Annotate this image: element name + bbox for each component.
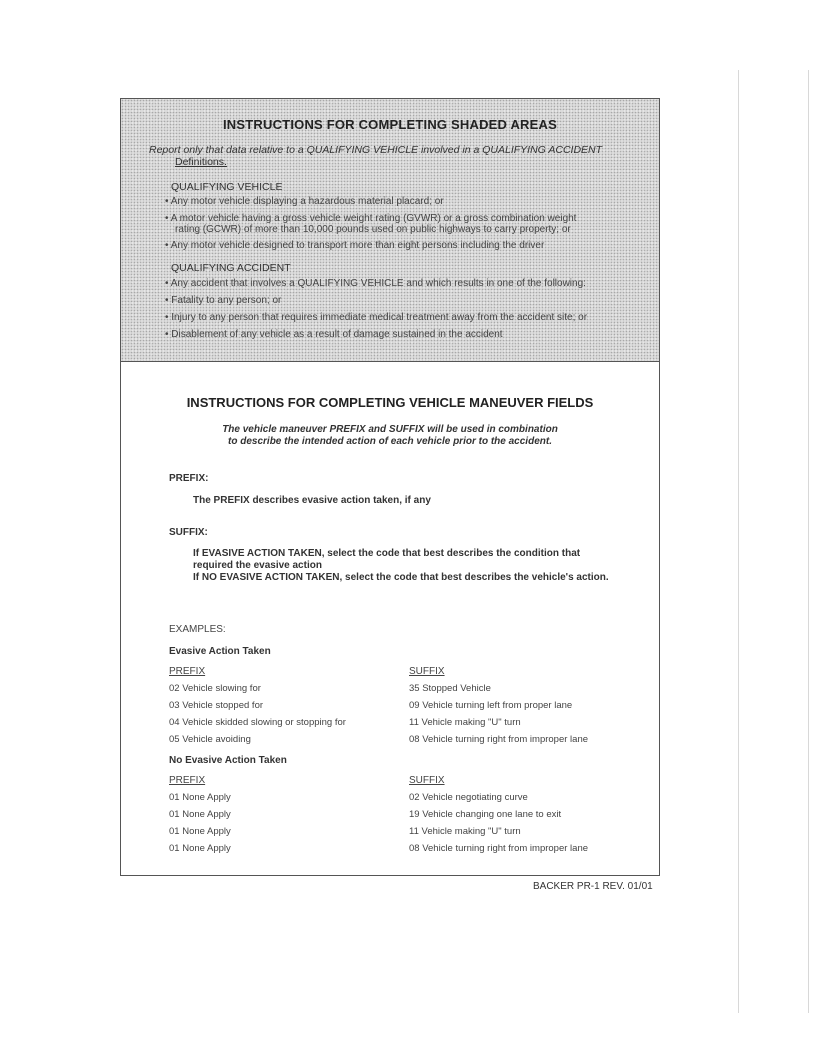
suffix-example: 11 Vehicle making "U" turn — [409, 717, 521, 728]
maneuver-section-title: INSTRUCTIONS FOR COMPLETING VEHICLE MANEUVER FIELDS — [186, 395, 594, 410]
suffix-line: If NO EVASIVE ACTION TAKEN, select the code that best describes the vehicle's action. — [193, 572, 609, 583]
accident-item: • Injury to any person that requires immediate medical treatment away from the accident site; or — [165, 312, 588, 323]
prefix-example: 01 None Apply — [169, 826, 231, 837]
prefix-column-header: PREFIX — [169, 775, 206, 786]
revision-footer: BACKER PR-1 REV. 01/01 — [533, 881, 653, 892]
accident-item: • Fatality to any person; or — [165, 295, 282, 306]
prefix-description: The PREFIX describes evasive action taken, if any — [193, 495, 431, 506]
qualifying-accident-heading: QUALIFYING ACCIDENT — [171, 262, 291, 274]
scan-edge-line — [738, 70, 739, 1013]
report-instruction — [149, 144, 644, 168]
suffix-column-header: SUFFIX — [409, 666, 445, 677]
suffix-example: 11 Vehicle making "U" turn — [409, 826, 521, 837]
prefix-example: 01 None Apply — [169, 792, 231, 803]
suffix-example: 19 Vehicle changing one lane to exit — [409, 809, 562, 820]
suffix-column-header: SUFFIX — [409, 775, 445, 786]
prefix-example: 01 None Apply — [169, 809, 231, 820]
instruction-form — [120, 98, 660, 876]
suffix-example: 08 Vehicle turning right from improper lane — [409, 843, 589, 854]
accident-item: • Disablement of any vehicle as a result of damage sustained in the accident — [165, 329, 503, 340]
intro-line: to describe the intended action of each vehicle prior to the accident. — [228, 436, 552, 447]
definitions-link: Definitions. — [175, 156, 227, 168]
vehicle-item: • Any motor vehicle designed to transport more than eight persons including the driver — [165, 240, 545, 251]
examples-label: EXAMPLES: — [169, 624, 226, 635]
report-text: Report only that data relative to a QUALIFYING VEHICLE involved in a QUALIFYING ACCIDENT — [149, 144, 603, 156]
suffix-line: required the evasive action — [193, 560, 322, 571]
prefix-example: 05 Vehicle avoiding — [169, 734, 251, 745]
suffix-description — [193, 548, 609, 584]
scan-edge-line — [808, 70, 809, 1013]
suffix-example: 02 Vehicle negotiating curve — [409, 792, 528, 803]
shaded-areas-section — [121, 99, 659, 362]
prefix-label: PREFIX: — [169, 473, 209, 484]
suffix-example: 09 Vehicle turning left from proper lane — [409, 700, 573, 711]
prefix-example: 04 Vehicle skidded slowing or stopping for — [169, 717, 346, 728]
intro-line: The vehicle maneuver PREFIX and SUFFIX will be used in combination — [222, 424, 558, 435]
prefix-column-header: PREFIX — [169, 666, 206, 677]
suffix-example: 35 Stopped Vehicle — [409, 683, 491, 694]
suffix-example: 08 Vehicle turning right from improper lane — [409, 734, 589, 745]
vehicle-item: • A motor vehicle having a gross vehicle weight rating (GVWR) or a gross combination weight — [165, 213, 577, 224]
accident-item: • Any accident that involves a QUALIFYING VEHICLE and which results in one of the following: — [165, 278, 586, 289]
prefix-example: 03 Vehicle stopped for — [169, 700, 264, 711]
shaded-section-title: INSTRUCTIONS FOR COMPLETING SHADED AREAS — [223, 117, 557, 132]
maneuver-intro — [121, 424, 659, 448]
prefix-example: 02 Vehicle slowing for — [169, 683, 261, 694]
suffix-line: If EVASIVE ACTION TAKEN, select the code that best describes the condition that — [193, 548, 581, 559]
no-evasive-action-heading: No Evasive Action Taken — [169, 755, 287, 766]
evasive-action-heading: Evasive Action Taken — [169, 646, 271, 657]
vehicle-item: • Any motor vehicle displaying a hazardous material placard; or — [165, 196, 444, 207]
prefix-example: 01 None Apply — [169, 843, 231, 854]
vehicle-item-continued: rating (GCWR) of more than 10,000 pounds used on public highways to carry property; or — [175, 224, 571, 235]
suffix-label: SUFFIX: — [169, 527, 208, 538]
qualifying-vehicle-heading: QUALIFYING VEHICLE — [171, 181, 283, 193]
